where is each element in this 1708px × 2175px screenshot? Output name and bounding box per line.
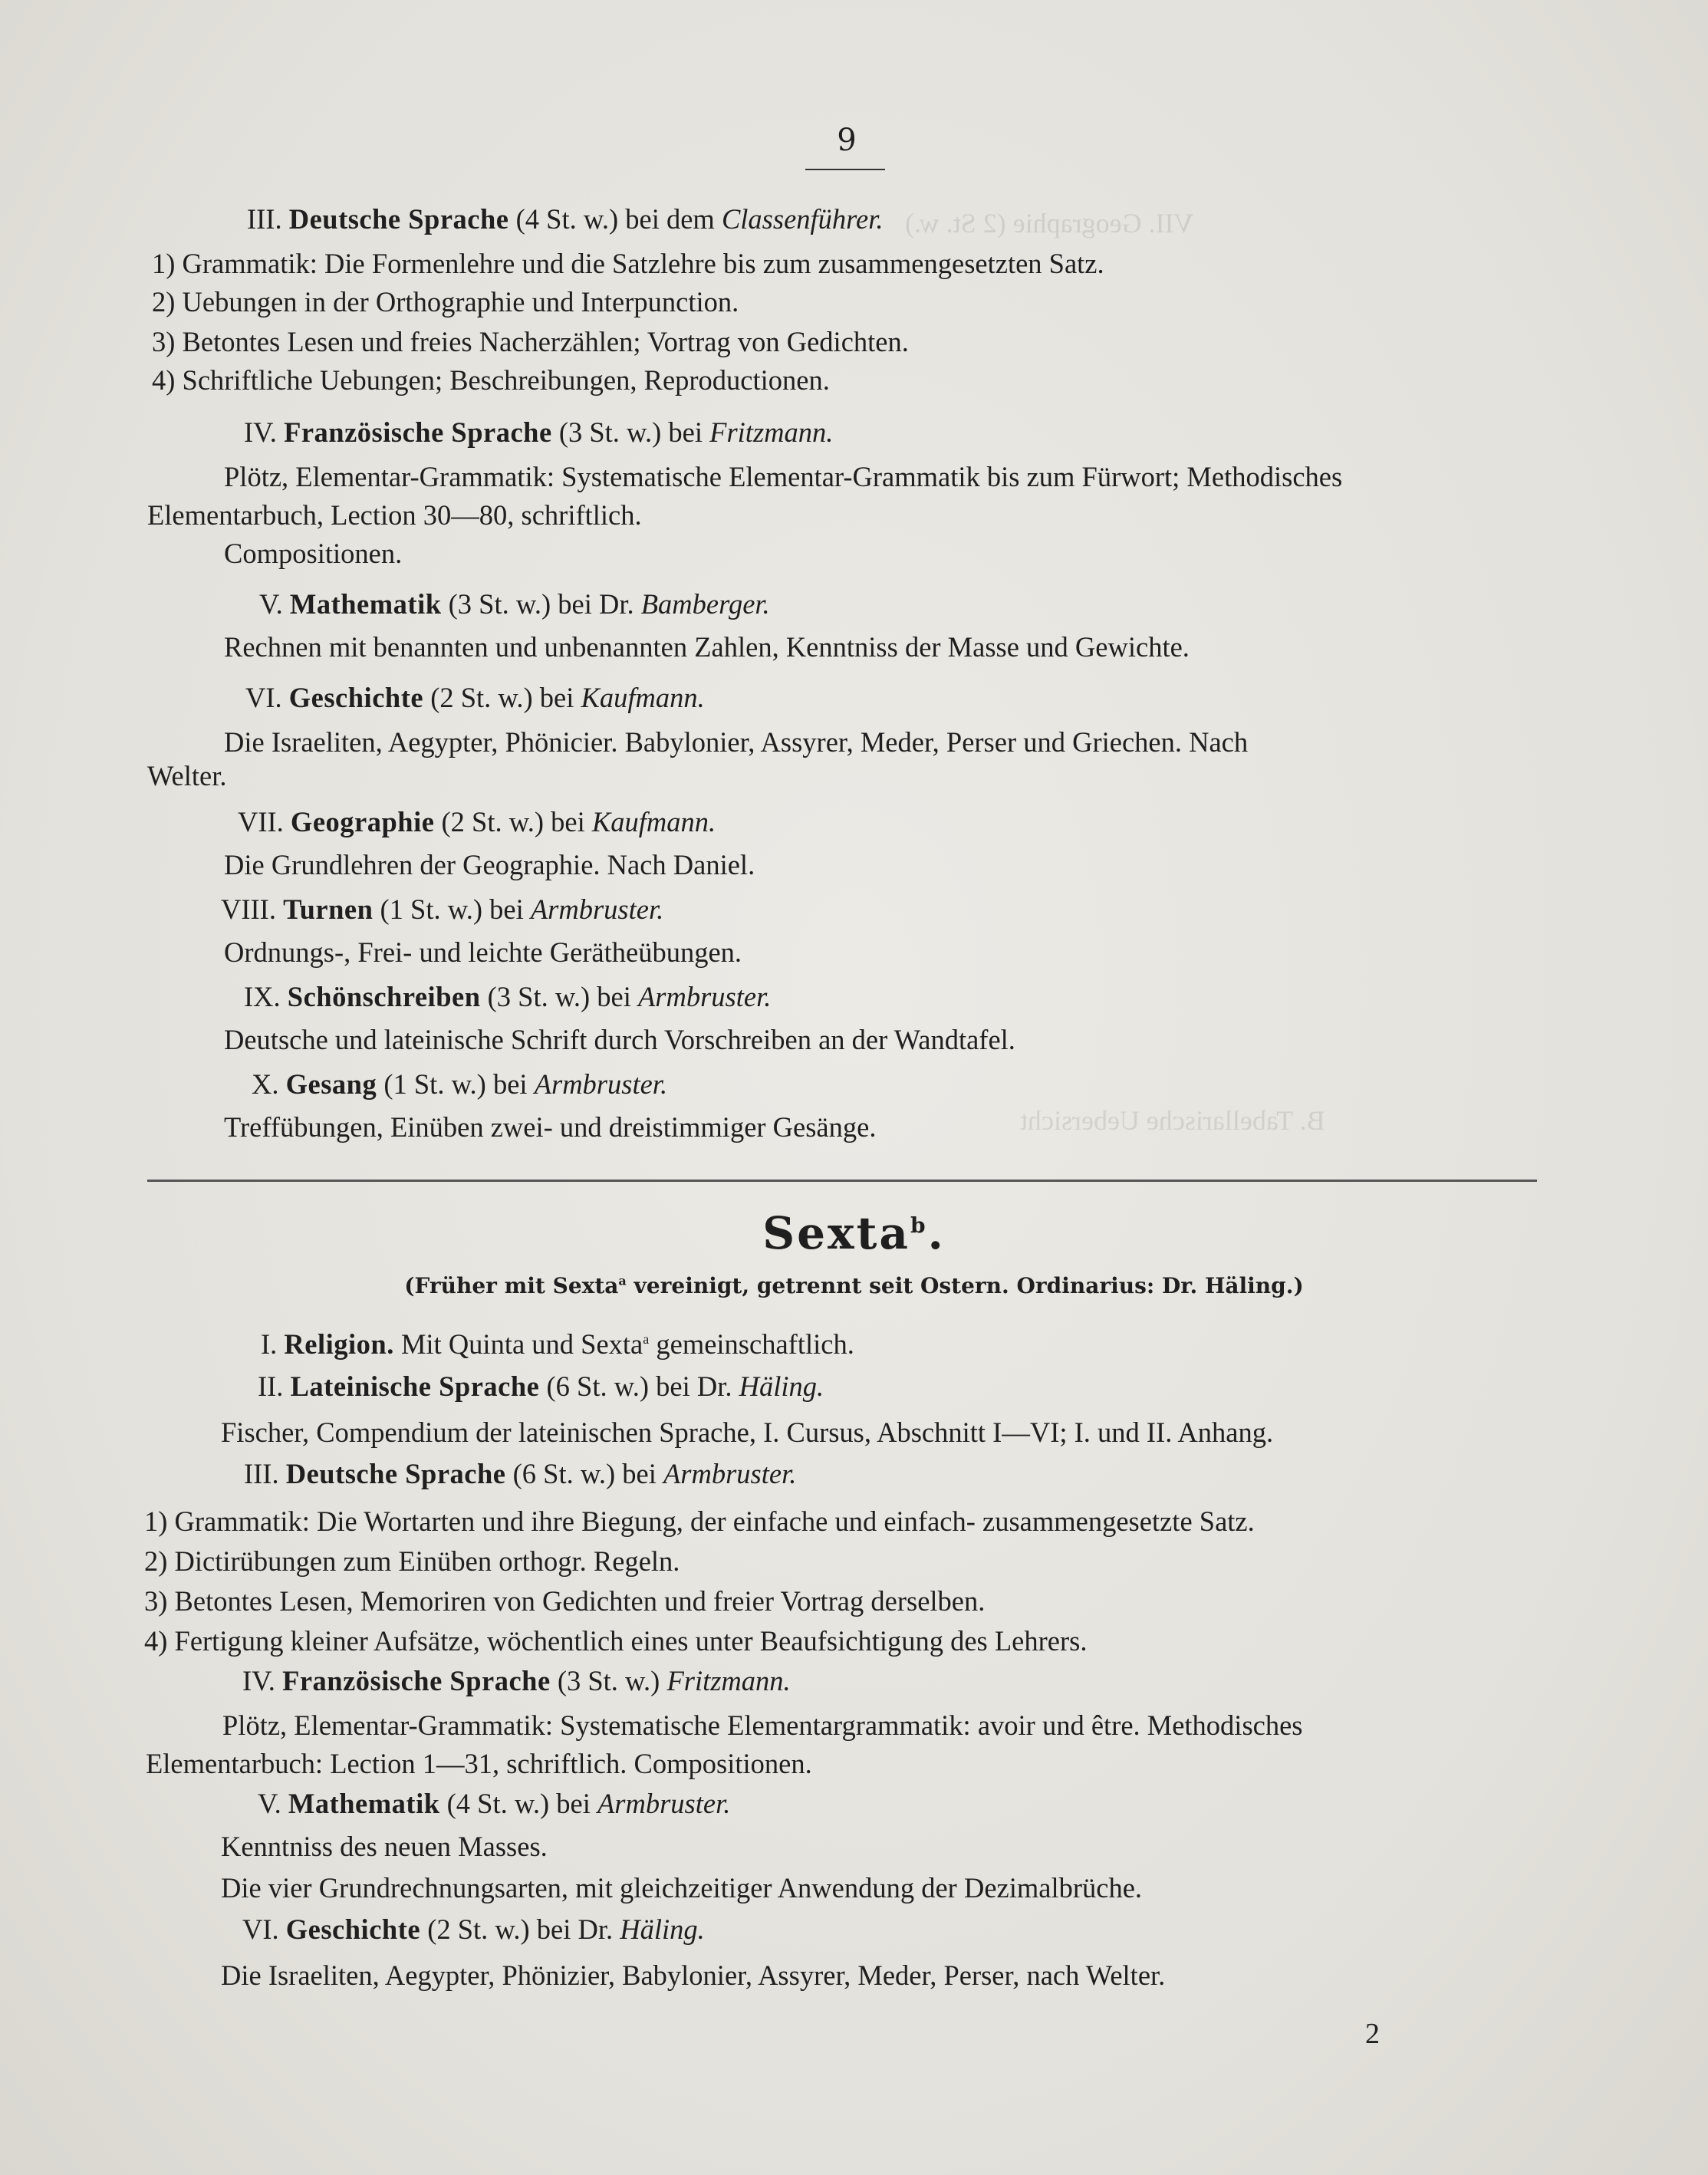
list-item: 2) Dictirübungen zum Einüben orthogr. Regeln. bbox=[144, 1545, 680, 1577]
text-line: Die vier Grundrechnungsarten, mit gleichzeitiger Anwendung der Dezimalbrüche. bbox=[221, 1872, 1143, 1904]
text-line: Treffübungen, Einüben zwei- und dreistimmiger Gesänge. bbox=[224, 1111, 877, 1143]
page-number-rule bbox=[805, 169, 885, 170]
text-line: Die Israeliten, Aegypter, Phönicier. Babylonier, Assyrer, Meder, Perser und Griechen. Nach bbox=[224, 726, 1249, 758]
section-divider bbox=[147, 1180, 1537, 1182]
section-heading: III. Deutsche Sprache (6 St. w.) bei Armbruster. bbox=[244, 1458, 797, 1489]
text-line: Fischer, Compendium der lateinischen Sprache, I. Cursus, Abschnitt I—VI; I. und II. Anhang. bbox=[221, 1417, 1274, 1448]
section-heading: VI. Geschichte (2 St. w.) bei Kaufmann. bbox=[245, 682, 705, 713]
list-item: 1) Grammatik: Die Formenlehre und die Satzlehre bis zum zusammengesetzten Satz. bbox=[152, 248, 1104, 279]
section-heading: III. Deutsche Sprache (4 St. w.) bei dem Classenführer. bbox=[247, 203, 884, 235]
text-line: Die Grundlehren der Geographie. Nach Daniel. bbox=[224, 849, 755, 880]
list-item: 4) Fertigung kleiner Aufsätze, wöchentlich eines unter Beaufsichtigung des Lehrers. bbox=[144, 1625, 1088, 1657]
bleed-through-text: B. Tabellarische Uebersicht bbox=[1020, 1105, 1325, 1136]
text-line: Kenntniss des neuen Masses. bbox=[221, 1831, 548, 1862]
section-heading: VI. Geschichte (2 St. w.) bei Dr. Häling. bbox=[242, 1913, 705, 1945]
section-heading: X. Gesang (1 St. w.) bei Armbruster. bbox=[252, 1068, 668, 1100]
text-line: Rechnen mit benannten und unbenannten Zahlen, Kenntniss der Masse und Gewichte. bbox=[224, 631, 1190, 663]
text-line: Die Israeliten, Aegypter, Phönizier, Babylonier, Assyrer, Meder, Perser, nach Welter. bbox=[221, 1959, 1166, 1991]
section-heading: I. Religion. Mit Quinta und Sexta$^a$ gemeinschaftlich. bbox=[261, 1328, 854, 1361]
section-heading: V. Mathematik (4 St. w.) bei Armbruster. bbox=[258, 1788, 731, 1819]
section-heading: VII. Geographie (2 St. w.) bei Kaufmann. bbox=[238, 806, 716, 837]
page-number: 9 bbox=[837, 123, 857, 158]
signature-mark: 2 bbox=[1365, 2018, 1380, 2050]
list-item: 1) Grammatik: Die Wortarten und ihre Biegung, der einfache und einfach- zusammengesetzte Satz. bbox=[144, 1505, 1255, 1537]
sexta-title: Sexta$^b$. bbox=[762, 1207, 946, 1259]
text-line: Plötz, Elementar-Grammatik: Systematische Elementargrammatik: avoir und être. Methodisches bbox=[222, 1709, 1303, 1741]
text-line: Elementarbuch: Lection 1—31, schriftlich. Compositionen. bbox=[146, 1748, 812, 1779]
list-item: 3) Betontes Lesen, Memoriren von Gedichten und freier Vortrag derselben. bbox=[144, 1585, 986, 1617]
section-heading: V. Mathematik (3 St. w.) bei Dr. Bamberger. bbox=[259, 588, 770, 620]
sexta-subtitle-note: (Früher mit Sexta$^a$ vereinigt, getrennt seit Ostern. Ordinarius: Dr. Häling.) bbox=[404, 1273, 1304, 1298]
section-heading: IX. Schönschreiben (3 St. w.) bei Armbruster. bbox=[244, 981, 772, 1012]
section-heading: II. Lateinische Sprache (6 St. w.) bei Dr. Häling. bbox=[258, 1370, 824, 1402]
list-item: 4) Schriftliche Uebungen; Beschreibungen, Reproductionen. bbox=[152, 364, 830, 396]
text-line: Welter. bbox=[147, 760, 227, 791]
text-line: Compositionen. bbox=[224, 538, 403, 569]
text-line: Deutsche und lateinische Schrift durch Vorschreiben an der Wandtafel. bbox=[224, 1024, 1015, 1055]
section-heading: IV. Französische Sprache (3 St. w.) bei Fritzmann. bbox=[244, 416, 834, 448]
list-item: 2) Uebungen in der Orthographie und Interpunction. bbox=[152, 286, 739, 318]
text-line: Ordnungs-, Frei- und leichte Geräthеübungen. bbox=[224, 936, 742, 968]
bleed-through-text: VII. Geographie (2 St. w.) bbox=[905, 208, 1194, 239]
text-line: Elementarbuch, Lection 30—80, schriftlich. bbox=[147, 499, 642, 531]
list-item: 3) Betontes Lesen und freies Nacherzählen; Vortrag von Gedichten. bbox=[152, 326, 909, 357]
text-line: Plötz, Elementar-Grammatik: Systematische Elementar-Grammatik bis zum Fürwort; Methodisches bbox=[224, 461, 1343, 492]
section-heading: IV. Französische Sprache (3 St. w.) Fritzmann. bbox=[242, 1665, 791, 1696]
section-heading: VIII. Turnen (1 St. w.) bei Armbruster. bbox=[221, 893, 664, 925]
